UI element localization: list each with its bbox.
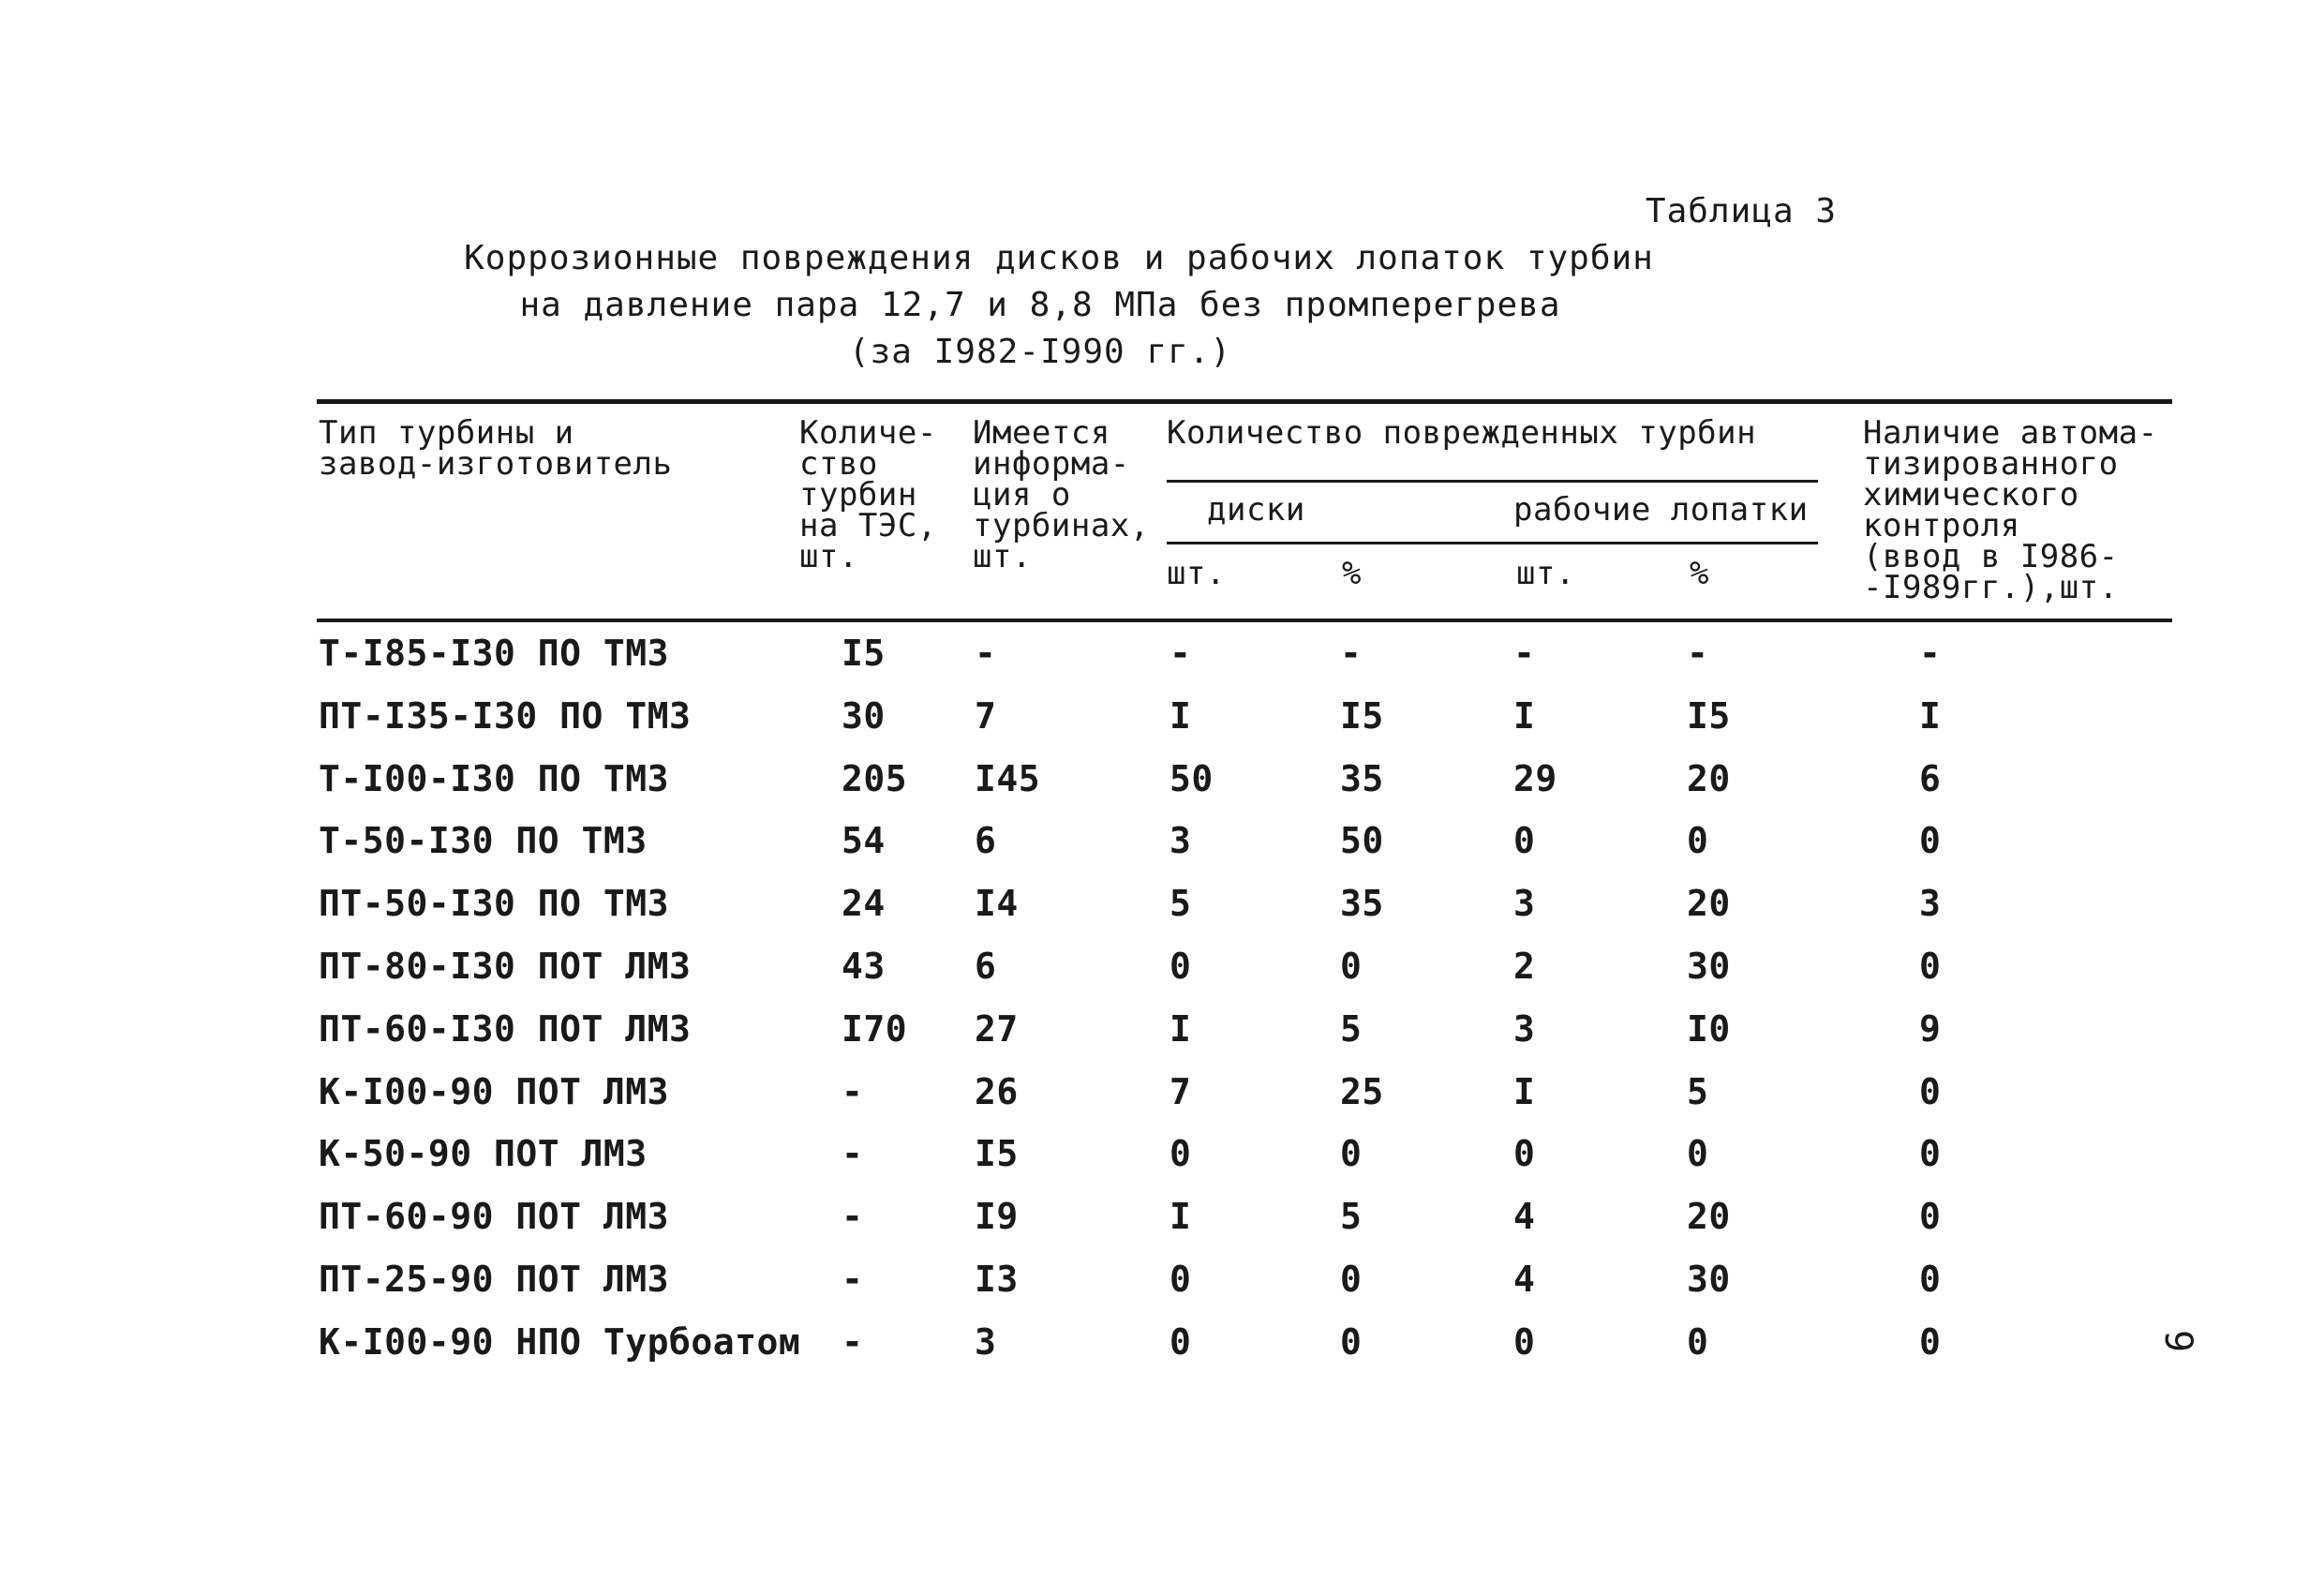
table-label: Таблица 3 — [1645, 192, 1837, 231]
cell-turbine-type: К-50-90 ПОТ ЛМЗ — [319, 1133, 648, 1175]
cell-disks-pct: 50 — [1340, 820, 1384, 862]
cell-turbine-count: 54 — [842, 820, 886, 862]
cell-disks-pcs: 3 — [1169, 820, 1192, 862]
cell-info-available: 3 — [975, 1320, 997, 1363]
cell-turbine-count: - — [842, 1133, 864, 1175]
cell-turbine-count: I70 — [842, 1007, 908, 1050]
cell-disks-pcs: 0 — [1169, 1259, 1192, 1300]
cell-info-available: - — [975, 633, 997, 674]
cell-disks-pcs: I — [1169, 1196, 1192, 1238]
cell-disks-pct: 5 — [1340, 1007, 1363, 1050]
cell-info-available: I5 — [975, 1133, 1019, 1175]
cell-blades-pcs: I — [1513, 694, 1536, 737]
cell-disks-pcs: 50 — [1169, 757, 1214, 799]
cell-blades-pcs: 4 — [1513, 1196, 1536, 1238]
cell-disks-pcs: 0 — [1169, 1133, 1192, 1175]
cell-blades-pct: I5 — [1687, 694, 1731, 737]
cell-blades-pcs: 0 — [1513, 820, 1536, 862]
cell-disks-pcs: 0 — [1169, 946, 1192, 987]
header-turbine-count: Количе- ство турбин на ТЭС, шт. — [799, 414, 937, 575]
cell-blades-pct: 0 — [1687, 820, 1709, 862]
cell-blades-pct: - — [1687, 633, 1709, 674]
damaged-group-rule — [1167, 480, 1818, 483]
subgroup-rule — [1167, 542, 1818, 544]
cell-blades-pct: 30 — [1687, 1259, 1731, 1300]
cell-turbine-count: - — [842, 1196, 864, 1238]
cell-info-available: 6 — [975, 946, 997, 987]
cell-disks-pct: 5 — [1340, 1196, 1363, 1238]
cell-disks-pcs: 0 — [1169, 1320, 1192, 1363]
cell-blades-pct: 30 — [1687, 946, 1731, 987]
header-disks-pcs: шт. — [1167, 555, 1226, 592]
cell-turbine-type: ПТ-I35-I30 ПО ТМЗ — [319, 694, 692, 737]
cell-blades-pct: I0 — [1687, 1007, 1731, 1050]
cell-turbine-type: ПТ-60-90 ПОТ ЛМЗ — [319, 1196, 670, 1238]
cell-info-available: I45 — [975, 757, 1041, 799]
cell-blades-pcs: 3 — [1513, 883, 1536, 925]
caption-line-3: (за I982-I990 гг.) — [848, 333, 1232, 371]
header-damaged-turbines: Количество поврежденных турбин — [1167, 414, 1757, 452]
cell-blades-pcs: 4 — [1513, 1259, 1536, 1300]
table-top-rule — [317, 399, 2172, 404]
cell-blades-pcs: 0 — [1513, 1320, 1536, 1363]
header-blades-pcs: шт. — [1516, 555, 1575, 592]
cell-turbine-count: 30 — [842, 694, 886, 737]
cell-chemical-control: - — [1919, 633, 1942, 674]
cell-disks-pct: 0 — [1340, 1133, 1363, 1175]
cell-info-available: 6 — [975, 820, 997, 862]
cell-blades-pcs: 3 — [1513, 1007, 1536, 1050]
cell-chemical-control: 3 — [1919, 883, 1942, 925]
cell-disks-pcs: 7 — [1169, 1070, 1192, 1112]
cell-chemical-control: 0 — [1919, 1133, 1942, 1175]
cell-disks-pct: 0 — [1340, 1259, 1363, 1300]
cell-disks-pct: 0 — [1340, 946, 1363, 987]
cell-info-available: 27 — [975, 1007, 1019, 1050]
cell-turbine-type: ПТ-80-I30 ПОТ ЛМЗ — [319, 946, 692, 987]
cell-info-available: I3 — [975, 1259, 1019, 1300]
cell-disks-pcs: - — [1169, 633, 1192, 674]
header-bottom-rule — [317, 619, 2172, 622]
cell-chemical-control: 0 — [1919, 1320, 1942, 1363]
caption-line-2: на давление пара 12,7 и 8,8 МПа без промперегрева — [519, 286, 1561, 324]
cell-disks-pcs: I — [1169, 1007, 1192, 1050]
cell-turbine-type: Т-50-I30 ПО ТМЗ — [319, 820, 648, 862]
cell-chemical-control: 9 — [1919, 1007, 1942, 1050]
cell-disks-pcs: I — [1169, 694, 1192, 737]
cell-blades-pct: 20 — [1687, 1196, 1731, 1238]
cell-chemical-control: 0 — [1919, 820, 1942, 862]
cell-info-available: I4 — [975, 883, 1019, 925]
cell-turbine-count: 205 — [842, 757, 908, 799]
cell-chemical-control: 0 — [1919, 1070, 1942, 1112]
cell-disks-pct: 35 — [1340, 883, 1384, 925]
header-blades: рабочие лопатки — [1513, 491, 1809, 529]
cell-turbine-count: - — [842, 1070, 864, 1112]
header-disks: диски — [1207, 491, 1305, 529]
header-chemical-control: Наличие автома- тизированного химического контроля (ввод в I986- -I989гг.),шт. — [1863, 414, 2158, 606]
cell-disks-pct: 0 — [1340, 1320, 1363, 1363]
cell-disks-pct: 25 — [1340, 1070, 1384, 1112]
cell-turbine-type: Т-I85-I30 ПО ТМЗ — [319, 633, 670, 674]
cell-disks-pct: - — [1340, 633, 1363, 674]
cell-chemical-control: 0 — [1919, 1196, 1942, 1238]
cell-turbine-type: ПТ-25-90 ПОТ ЛМЗ — [319, 1259, 670, 1300]
cell-info-available: 26 — [975, 1070, 1019, 1112]
header-disks-pct: % — [1342, 555, 1362, 592]
cell-blades-pct: 20 — [1687, 757, 1731, 799]
cell-turbine-type: К-I00-90 ПОТ ЛМЗ — [319, 1070, 670, 1112]
cell-turbine-count: - — [842, 1320, 864, 1363]
cell-turbine-type: ПТ-50-I30 ПО ТМЗ — [319, 883, 670, 925]
cell-info-available: 7 — [975, 694, 997, 737]
cell-chemical-control: 0 — [1919, 1259, 1942, 1300]
cell-blades-pct: 20 — [1687, 883, 1731, 925]
cell-turbine-type: К-I00-90 НПО Турбоатом — [319, 1320, 801, 1363]
cell-chemical-control: 0 — [1919, 946, 1942, 987]
page-number: 9 — [2156, 1329, 2200, 1353]
cell-turbine-count: 24 — [842, 883, 886, 925]
cell-disks-pct: 35 — [1340, 757, 1384, 799]
cell-turbine-type: ПТ-60-I30 ПОТ ЛМЗ — [319, 1007, 692, 1050]
cell-chemical-control: I — [1919, 694, 1942, 737]
cell-blades-pcs: - — [1513, 633, 1536, 674]
cell-blades-pct: 0 — [1687, 1320, 1709, 1363]
cell-blades-pcs: 2 — [1513, 946, 1536, 987]
cell-blades-pcs: I — [1513, 1070, 1536, 1112]
cell-blades-pct: 5 — [1687, 1070, 1709, 1112]
cell-turbine-type: Т-I00-I30 ПО ТМЗ — [319, 757, 670, 799]
cell-info-available: I9 — [975, 1196, 1019, 1238]
cell-turbine-count: 43 — [842, 946, 886, 987]
cell-blades-pcs: 29 — [1513, 757, 1557, 799]
cell-blades-pcs: 0 — [1513, 1133, 1536, 1175]
cell-turbine-count: I5 — [842, 633, 886, 674]
cell-blades-pct: 0 — [1687, 1133, 1709, 1175]
header-info-available: Имеется информа- ция о турбинах, шт. — [973, 414, 1150, 575]
header-blades-pct: % — [1690, 555, 1709, 592]
header-turbine-type: Тип турбины и завод-изготовитель — [319, 414, 673, 483]
cell-disks-pct: I5 — [1340, 694, 1384, 737]
cell-chemical-control: 6 — [1919, 757, 1942, 799]
cell-turbine-count: - — [842, 1259, 864, 1300]
caption-line-1: Коррозионные повреждения дисков и рабочих лопаток турбин — [464, 239, 1654, 277]
cell-disks-pcs: 5 — [1169, 883, 1192, 925]
